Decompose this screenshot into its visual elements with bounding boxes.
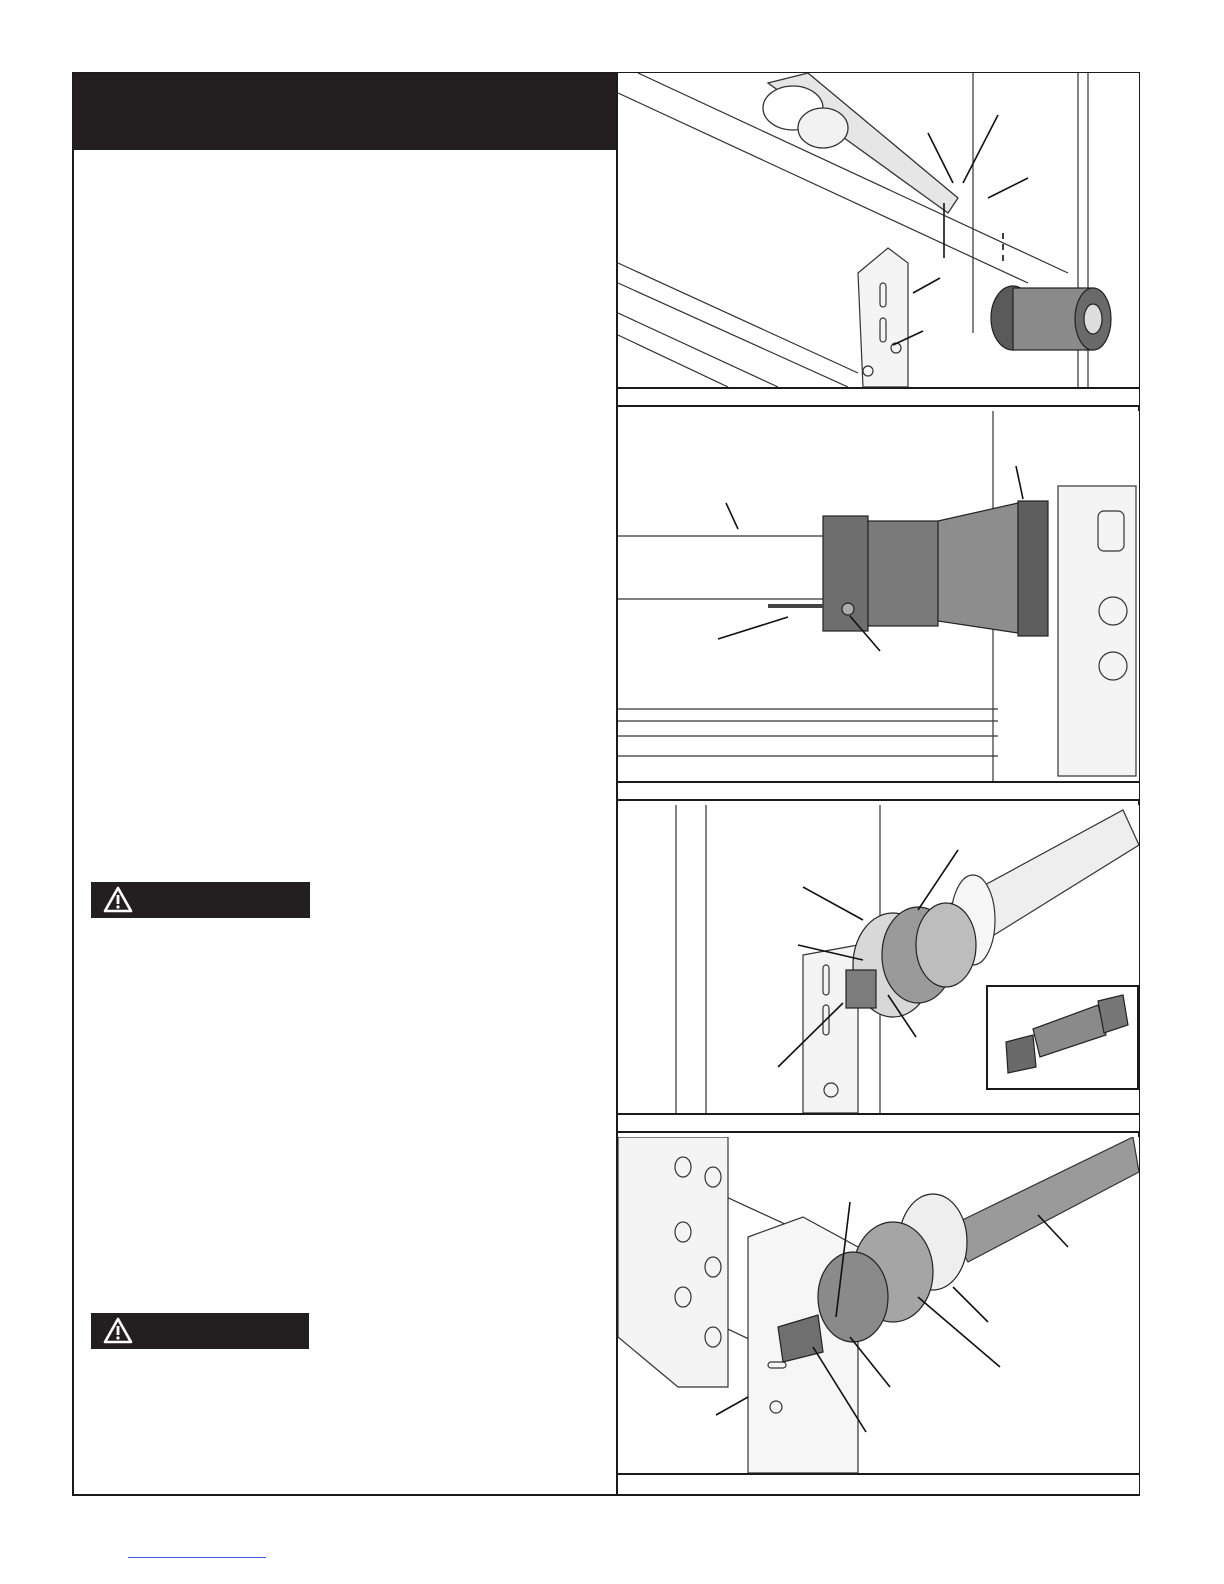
figure-2 <box>618 411 1139 781</box>
figure-1-caption-strip <box>618 387 1139 407</box>
footer-link-underline <box>128 1557 266 1558</box>
figure-1 <box>618 73 1139 387</box>
figure-3-caption-strip <box>618 1113 1139 1133</box>
torsion-tube <box>763 73 958 213</box>
figure-4 <box>618 1137 1139 1473</box>
torsion-tube <box>948 1137 1139 1262</box>
warning-badge-1 <box>91 882 310 918</box>
shaft-detail-inset <box>986 985 1139 1090</box>
warning-triangle-icon <box>103 886 133 914</box>
side-bracket <box>618 1137 728 1387</box>
figure-2-illustration <box>618 411 1139 781</box>
warning-badge-2 <box>91 1313 309 1349</box>
warning-triangle-icon <box>103 1317 133 1345</box>
mounting-plate <box>1058 486 1136 776</box>
drive-shaft-detail-illustration <box>988 987 1137 1088</box>
spring-drum <box>846 903 976 1017</box>
torsion-tube <box>948 810 1139 965</box>
figure-4-caption-strip <box>618 1473 1139 1494</box>
figure-1-illustration <box>618 73 1139 387</box>
section-header-bar <box>73 73 616 150</box>
figure-4-illustration <box>618 1137 1139 1473</box>
figure-2-caption-strip <box>618 781 1139 801</box>
end-bracket <box>858 248 908 387</box>
spring-drum-side <box>768 501 1048 636</box>
spring-drum <box>991 286 1111 350</box>
